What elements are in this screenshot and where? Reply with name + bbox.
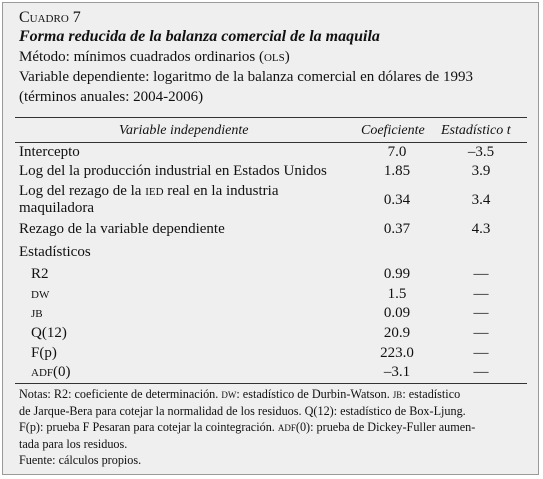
stat-coef: –3.1 xyxy=(383,364,411,380)
notes-line: de Jarque-Bera para cotejar la normalidad de los residuos. Q(12): estadístico de Box-Ljung. xyxy=(19,403,466,418)
stat-t: — xyxy=(473,266,489,282)
table-title: Forma reducida de la balanza comercial de la maquila xyxy=(19,28,380,45)
stat-coef: 223.0 xyxy=(380,345,414,361)
stat-label: adf(0) xyxy=(31,364,71,380)
source-line: Fuente: cálculos propios. xyxy=(19,453,142,468)
row-coef: 7.0 xyxy=(387,144,407,160)
stat-t: — xyxy=(473,286,489,302)
stat-coef: 0.09 xyxy=(383,305,411,321)
header-variable: Variable independiente xyxy=(119,123,249,138)
dependent-variable-line: Variable dependiente: logaritmo de la balanza comercial en dólares de 1993 xyxy=(19,69,473,85)
stat-label: F(p) xyxy=(31,345,57,361)
stat-coef: 1.5 xyxy=(387,286,407,302)
table-number: Cuadro 7 xyxy=(19,9,81,26)
stat-coef: 0.99 xyxy=(383,266,411,282)
stat-label: dw xyxy=(31,286,50,302)
row-label: Rezago de la variable dependiente xyxy=(19,221,225,237)
row-label: Log del la producción industrial en Estados Unidos xyxy=(19,163,327,179)
method-line: Método: mínimos cuadrados ordinarios (ols) xyxy=(19,49,290,65)
notes-line: Notas: R2: coeficiente de determinación. dw: estadístico de Durbin-Watson. jb: estadístico xyxy=(19,387,461,401)
statistics-heading: Estadísticos xyxy=(19,244,91,260)
stat-t: — xyxy=(473,345,489,361)
row-coef: 0.34 xyxy=(383,192,411,208)
stat-t: — xyxy=(473,305,489,321)
period-line: (términos anuales: 2004-2006) xyxy=(19,89,204,105)
row-stat: 4.3 xyxy=(471,221,491,237)
header-coefficient: Coeficiente xyxy=(361,123,425,138)
row-stat: 3.4 xyxy=(471,192,491,208)
stat-coef: 20.9 xyxy=(383,325,411,341)
notes-line: F(p): prueba F Pesaran para cotejar la cointegración. adf(0): prueba de Dickey-Fuller aumen- xyxy=(19,420,476,435)
stat-label: jb xyxy=(31,305,43,321)
stat-label: R2 xyxy=(31,266,49,282)
row-label-continued: maquiladora xyxy=(19,200,94,216)
row-label: Log del rezago de la ied real en la industria xyxy=(19,183,279,199)
header-rule xyxy=(15,142,527,143)
header-t-statistic: Estadístico t xyxy=(441,123,511,138)
notes-line: tada para los residuos. xyxy=(19,436,128,451)
top-rule xyxy=(15,117,527,118)
row-coef: 1.85 xyxy=(383,163,411,179)
row-label: Intercepto xyxy=(19,144,80,160)
row-stat: 3.9 xyxy=(471,163,491,179)
stat-t: — xyxy=(473,364,489,380)
bottom-rule xyxy=(15,383,527,384)
row-stat: –3.5 xyxy=(467,144,495,160)
row-coef: 0.37 xyxy=(383,221,411,237)
stat-t: — xyxy=(473,325,489,341)
stat-label: Q(12) xyxy=(31,325,67,341)
table-box xyxy=(2,2,539,475)
table-notes xyxy=(19,386,531,469)
